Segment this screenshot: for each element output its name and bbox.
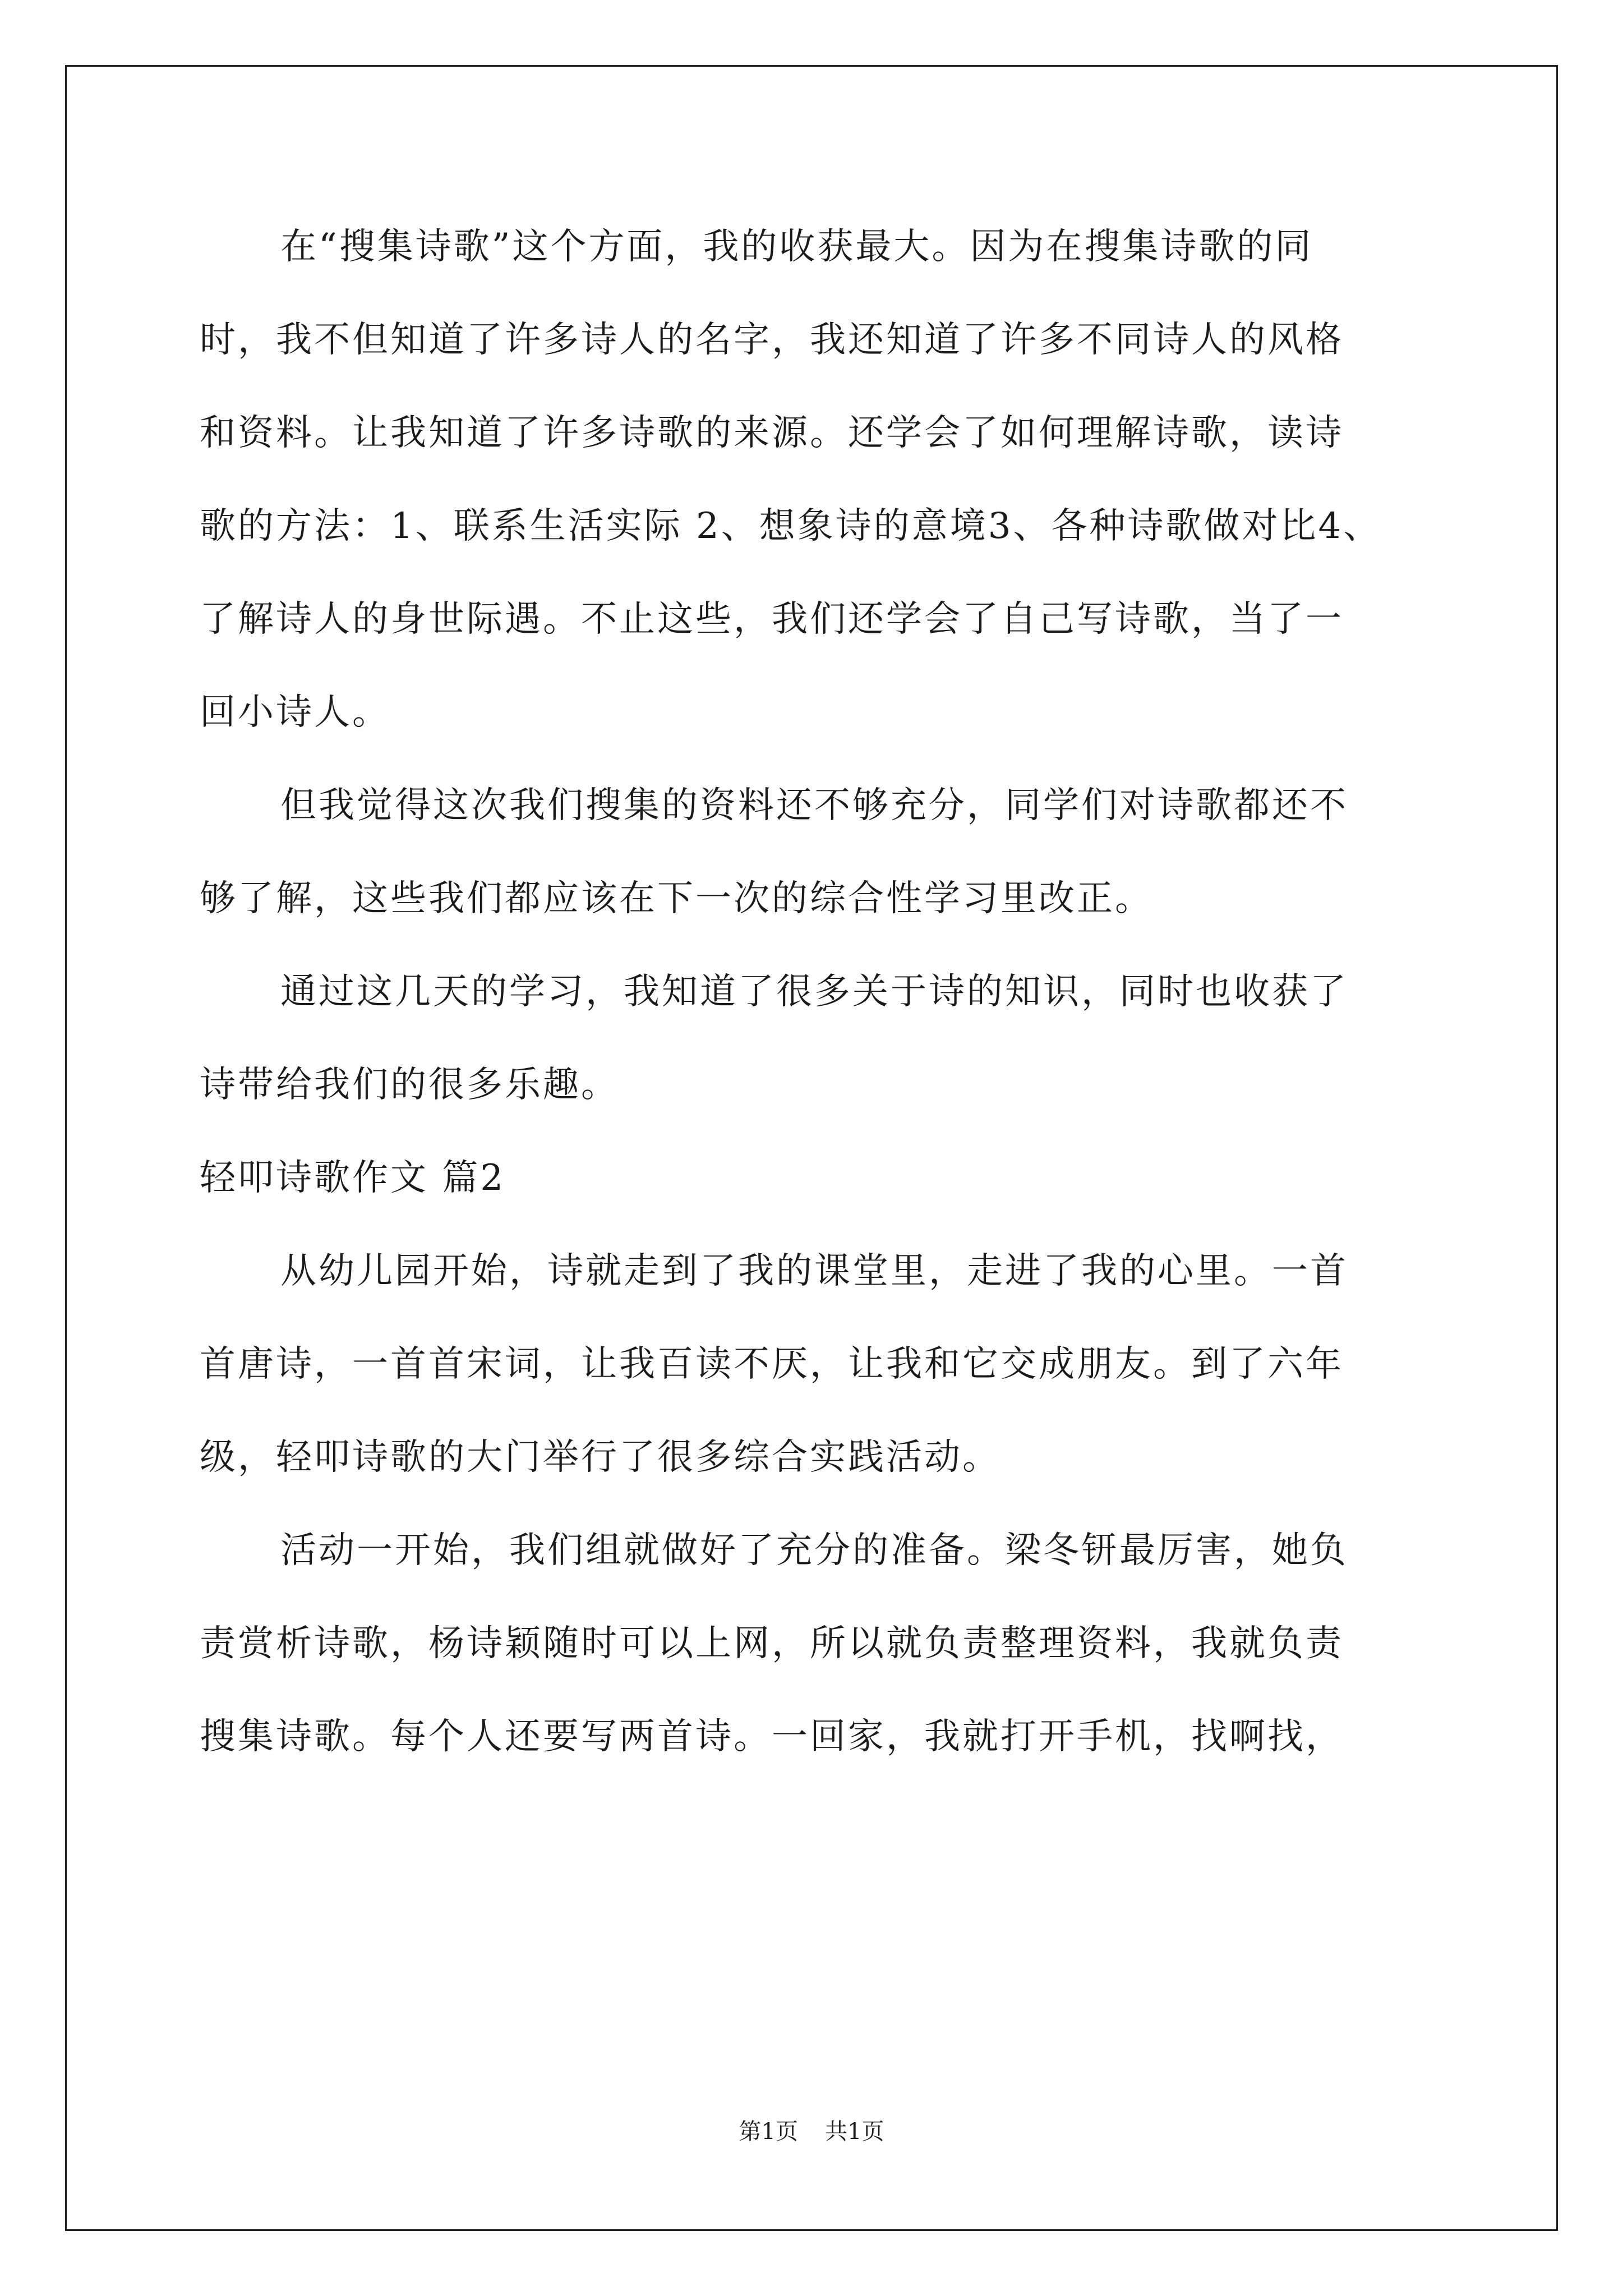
page-number-total: 共1页 [825, 2119, 884, 2145]
page-number-current: 第1页 [739, 2119, 798, 2145]
paragraph-line: 但我觉得这次我们搜集的资料还不够充分，同学们对诗歌都还不 [280, 785, 1348, 826]
paragraph-line: 首唐诗，一首首宋词，让我百读不厌，让我和它交成朋友。到了六年 [200, 1343, 1344, 1385]
page-footer [0, 2116, 1623, 2147]
paragraph-line: 搜集诗歌。每个人还要写两首诗。一回家，我就打开手机，找啊找， [200, 1716, 1344, 1757]
paragraph-line: 和资料。让我知道了许多诗歌的来源。还学会了如何理解诗歌，读诗 [200, 412, 1344, 454]
page-border [65, 65, 1558, 2231]
paragraph-line: 回小诗人。 [200, 692, 390, 733]
paragraph-line: 责赏析诗歌，杨诗颖随时可以上网，所以就负责整理资料，我就负责 [200, 1623, 1344, 1664]
paragraph-line: 通过这几天的学习，我知道了很多关于诗的知识，同时也收获了 [280, 971, 1348, 1013]
paragraph-line: 级，轻叩诗歌的大门举行了很多综合实践活动。 [200, 1437, 1000, 1478]
section-heading: 轻叩诗歌作文 篇2 [200, 1157, 506, 1199]
paragraph-line: 了解诗人的身世际遇。不止这些，我们还学会了自己写诗歌，当了一 [200, 599, 1344, 640]
paragraph-line: 歌的方法：1、联系生活实际 2、想象诗的意境3、各种诗歌做对比4、 [200, 505, 1382, 547]
paragraph-line: 够了解，这些我们都应该在下一次的综合性学习里改正。 [200, 878, 1153, 919]
paragraph-line: 从幼儿园开始，诗就走到了我的课堂里，走进了我的心里。一首 [280, 1250, 1348, 1292]
paragraph-line: 活动一开始，我们组就做好了充分的准备。梁冬钘最厉害，她负 [280, 1530, 1348, 1571]
paragraph-line: 在“搜集诗歌”这个方面，我的收获最大。因为在搜集诗歌的同 [280, 226, 1313, 268]
paragraph-line: 时，我不但知道了许多诗人的名字，我还知道了许多不同诗人的风格 [200, 319, 1344, 361]
paragraph-line: 诗带给我们的很多乐趣。 [200, 1064, 619, 1106]
